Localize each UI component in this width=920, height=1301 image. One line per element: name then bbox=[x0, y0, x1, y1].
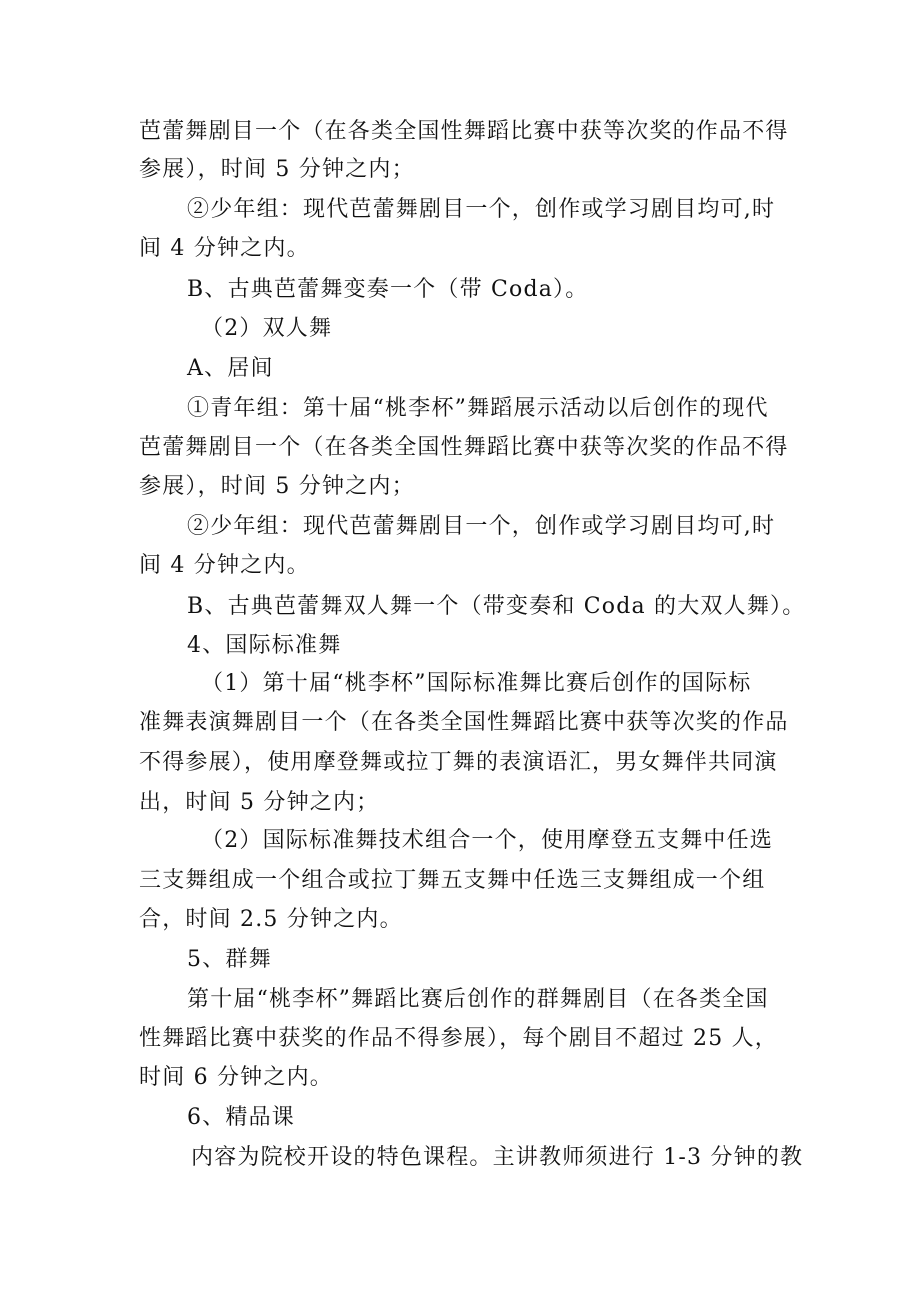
text-line: 4、国际标准舞 bbox=[187, 633, 342, 658]
text-line: ②少年组：现代芭蕾舞剧目一个，创作或学习剧目均可,时 bbox=[187, 514, 776, 539]
text-line: 第十届“桃李杯”舞蹈比赛后创作的群舞剧目（在各类全国 bbox=[187, 987, 769, 1012]
text-line: B、古典芭蕾舞双人舞一个（带变奏和 Coda 的大双人舞）。 bbox=[187, 594, 806, 619]
text-line: A、居间 bbox=[187, 356, 274, 381]
text-line: 6、精品课 bbox=[187, 1105, 295, 1130]
text-line: 合，时间 2.5 分钟之内。 bbox=[139, 907, 403, 932]
text-line: 三支舞组成一个组合或拉丁舞五支舞中任选三支舞组成一个组 bbox=[139, 868, 766, 893]
text-line: 内容为院校开设的特色课程。主讲教师须进行 1-3 分钟的教 bbox=[191, 1145, 804, 1170]
text-line: 参展），时间 5 分钟之内； bbox=[139, 474, 415, 499]
text-line: ②少年组：现代芭蕾舞剧目一个，创作或学习剧目均可,时 bbox=[187, 197, 776, 222]
text-line: 间 4 分钟之内。 bbox=[139, 553, 310, 578]
text-line: 芭蕾舞剧目一个（在各类全国性舞蹈比赛中获等次奖的作品不得 bbox=[139, 435, 789, 460]
text-line: 出，时间 5 分钟之内； bbox=[139, 790, 380, 815]
text-line: 芭蕾舞剧目一个（在各类全国性舞蹈比赛中获等次奖的作品不得 bbox=[139, 119, 789, 144]
text-line: 参展），时间 5 分钟之内； bbox=[139, 157, 415, 182]
text-line: 5、群舞 bbox=[187, 947, 272, 972]
text-line: 准舞表演舞剧目一个（在各类全国性舞蹈比赛中获等次奖的作品 bbox=[139, 710, 789, 735]
text-line: ①青年组：第十届“桃李杯”舞蹈展示活动以后创作的现代 bbox=[187, 396, 769, 421]
text-line: B、古典芭蕾舞变奏一个（带 Coda）。 bbox=[187, 277, 589, 302]
text-line: 间 4 分钟之内。 bbox=[139, 236, 310, 261]
text-line: 不得参展），使用摩登舞或拉丁舞的表演语汇，男女舞伴共同演 bbox=[139, 750, 778, 775]
text-line: 性舞蹈比赛中获奖的作品不得参展），每个剧目不超过 25 人， bbox=[139, 1026, 778, 1051]
text-line: （2）双人舞 bbox=[201, 316, 333, 341]
text-line: 时间 6 分钟之内。 bbox=[139, 1065, 333, 1090]
text-line: （2）国际标准舞技术组合一个，使用摩登五支舞中任选 bbox=[201, 828, 773, 853]
text-line: （1）第十届“桃李杯”国际标准舞比赛后创作的国际标 bbox=[201, 671, 752, 696]
